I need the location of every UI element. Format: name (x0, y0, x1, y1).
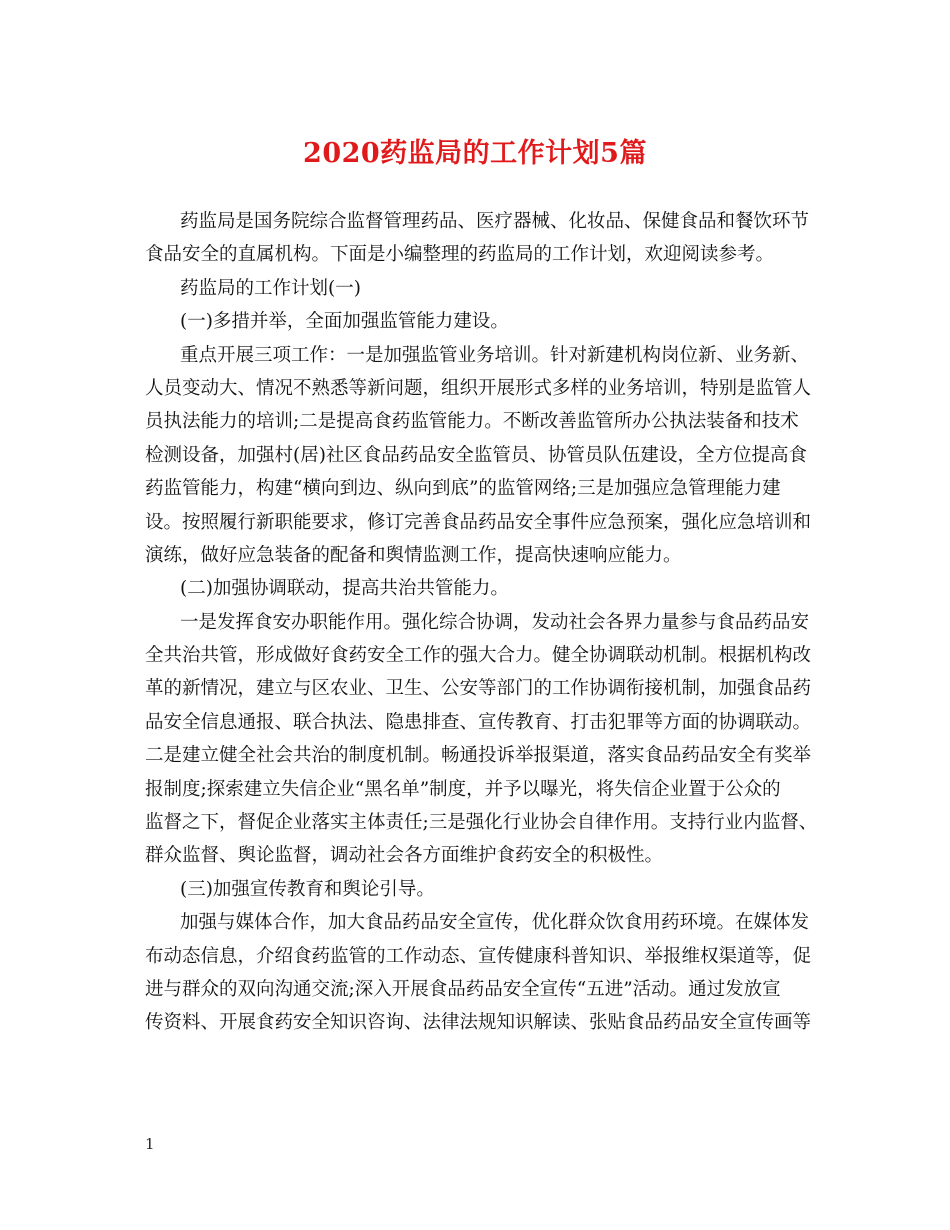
document-title: 2020药监局的工作计划5篇 (303, 138, 647, 169)
paragraph-line: 二是建立健全社会共治的制度机制。畅通投诉举报渠道，落实食品药品安全有奖举 (145, 745, 812, 767)
paragraph-line: 检测设备，加强村(居)社区食品药品安全监管员、协管员队伍建设，全方位提高食 (145, 444, 807, 466)
paragraph-line: 食品安全的直属机构。下面是小编整理的药监局的工作计划，欢迎阅读参考。 (145, 244, 775, 266)
paragraph-line: 加强与媒体合作，加大食品药品安全宣传，优化群众饮食用药环境。在媒体发 (180, 912, 810, 934)
subsection-heading: (一)多措并举，全面加强监管能力建设。 (180, 311, 509, 333)
paragraph-line: 设。按照履行新职能要求，修订完善食品药品安全事件应急预案，强化应急培训和 (145, 511, 812, 533)
paragraph-line: 监督之下，督促企业落实主体责任;三是强化行业协会自律作用。支持行业内监督、 (145, 812, 818, 834)
paragraph-line: 员执法能力的培训;二是提高食药监管能力。不断改善监管所办公执法装备和技术 (145, 411, 799, 433)
paragraph-line: 药监管能力，构建“横向到边、纵向到底”的监管网络;三是加强应急管理能力建 (145, 478, 781, 500)
paragraph-line: 人员变动大、情况不熟悉等新问题，组织开展形式多样的业务培训，特别是监管人 (145, 377, 812, 399)
paragraph-line: 布动态信息，介绍食药监管的工作动态、宣传健康科普知识、举报维权渠道等，促 (145, 945, 812, 967)
paragraph-line: 药监局是国务院综合监督管理药品、医疗器械、化妆品、保健食品和餐饮环节 (180, 211, 810, 232)
paragraph-line: 一是发挥食安办职能作用。强化综合协调，发动社会各界力量参与食品药品安 (180, 611, 810, 633)
subsection-heading: (二)加强协调联动，提高共治共管能力。 (180, 578, 509, 600)
paragraph-line: 全共治共管，形成做好食药安全工作的强大合力。健全协调联动机制。根据机构改 (145, 645, 812, 667)
paragraph-line: 品安全信息通报、联合执法、隐患排查、宣传教育、打击犯罪等方面的协调联动。 (145, 711, 812, 733)
paragraph-line: 重点开展三项工作：一是加强监管业务培训。针对新建机构岗位新、业务新、 (180, 344, 810, 366)
subsection-heading: (三)加强宣传教育和舆论引导。 (180, 878, 435, 900)
page-number: 1 (145, 1135, 155, 1153)
paragraph-line: 革的新情况，建立与区农业、卫生、公安等部门的工作协调衔接机制，加强食品药 (145, 678, 812, 700)
paragraph-line: 进与群众的双向沟通交流;深入开展食品药品安全宣传“五进”活动。通过发放宣 (145, 978, 781, 1000)
paragraph-line: 演练，做好应急装备的配备和舆情监测工作，提高快速响应能力。 (145, 544, 682, 566)
section-heading: 药监局的工作计划(一) (180, 277, 361, 299)
paragraph-line: 传资料、开展食药安全知识咨询、法律法规知识解读、张贴食品药品安全宣传画等 (145, 1012, 812, 1034)
paragraph-line: 报制度;探索建立失信企业“黑名单”制度，并予以曝光，将失信企业置于公众的 (145, 778, 781, 800)
paragraph-line: 群众监督、舆论监督，调动社会各方面维护食药安全的积极性。 (145, 845, 664, 867)
document-body (145, 205, 825, 1040)
